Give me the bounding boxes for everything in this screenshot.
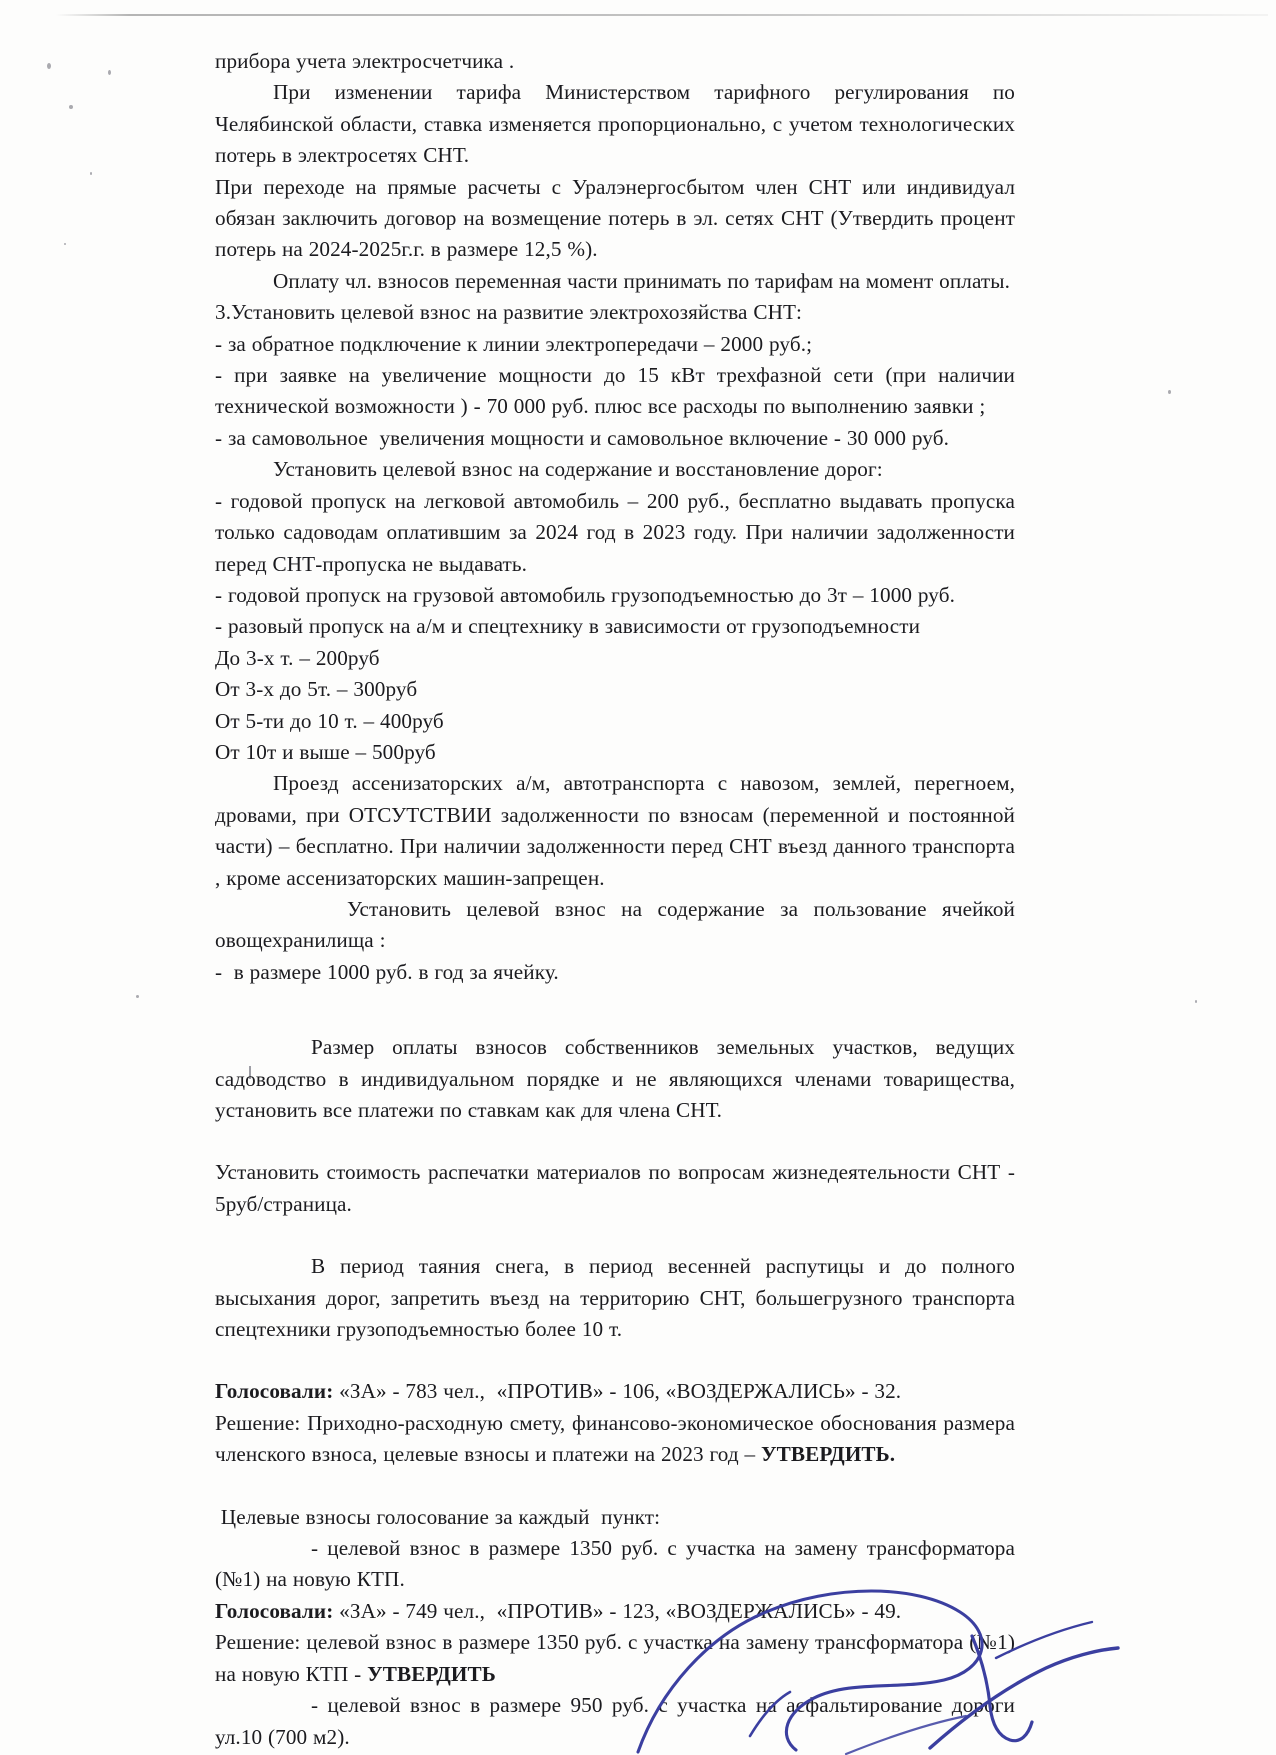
scan-speck (47, 63, 51, 69)
scan-edge-line (56, 14, 1268, 16)
document-paragraph: От 3-х до 5т. – 300руб (215, 677, 418, 702)
scan-speck (69, 105, 73, 109)
document-paragraph: Размер оплаты взносов собственников земельных участков, ведущих садоводство в индивидуальном порядке и не являющихся членами товарищества, установить все платежи по ставкам как для члена СНТ. (215, 1035, 1015, 1122)
body-text: Решение: Приходно-расходную смету, финансово-экономическое обоснования размера членского взноса, целевые взносы и платежи на 2023 год – (215, 1410, 1015, 1467)
emphasis-text: Голосовали: (215, 1598, 334, 1623)
document-paragraph: При изменении тарифа Министерством тарифного регулирования по Челябинской области, ставка изменяется пропорционально, с учетом технологических потерь в электросетях СНТ. (215, 80, 1015, 168)
body-text: «ЗА» - 749 чел., «ПРОТИВ» - 123, «ВОЗДЕРЖАЛИСЬ» - 49. (333, 1598, 902, 1623)
document-paragraph: - целевой взнос в размере 1350 руб. с участка на замену трансформатора (№1) на новую КТП. (215, 1536, 1015, 1592)
document-paragraph: Установить целевой взнос на содержание за пользование ячейкой овощехранилища : (215, 896, 1015, 953)
body-text: «ЗА» - 783 чел., «ПРОТИВ» - 106, «ВОЗДЕРЖАЛИСЬ» - 32. (333, 1379, 902, 1404)
document-paragraph: - в размере 1000 руб. в год за ячейку. (215, 959, 559, 984)
document-paragraph: - годовой пропуск на легковой автомобиль – 200 руб., бесплатно выдавать пропуска только садоводам оплатившим за 2024 год в 2023 году. При наличии задолженности перед СНТ-пропуска не выдавать. (215, 488, 1015, 576)
document-paragraph: прибора учета электросчетчика . (215, 49, 515, 73)
scan-speck (90, 172, 92, 175)
document-paragraph: - разовый пропуск на а/м и спецтехнику в зависимости от грузоподъемности (215, 614, 921, 639)
document-paragraph: - целевой взнос в размере 950 руб. с участка на асфальтирование дороги ул.10 (700 м2). (215, 1693, 1015, 1749)
document-paragraph (215, 1376, 1015, 1407)
document-paragraph: При переходе на прямые расчеты с Уралэнергосбытом член СНТ или индивидуал обязан заключить договор на возмещение потерь в эл. сетях СНТ (Утвердить процент потерь на 2024-2025г.г. в размере 12,5 %). (215, 174, 1015, 262)
document-paragraph: От 10т и выше – 500руб (215, 739, 436, 764)
document-paragraph: - годовой пропуск на грузовой автомобиль грузоподъемностью до 3т – 1000 руб. (215, 582, 955, 607)
paragraph-spacer (215, 1220, 1015, 1251)
document-paragraph (215, 1627, 1015, 1690)
scan-speck (136, 995, 139, 998)
document-paragraph (215, 1408, 1015, 1471)
document-paragraph: От 5-ти до 10 т. – 400руб (215, 708, 444, 733)
scan-speck (64, 243, 66, 245)
document-paragraph: Установить целевой взнос на содержание и восстановление дорог: (273, 457, 883, 482)
emphasis-text: УТВЕРДИТЬ. (761, 1442, 896, 1467)
document-paragraph: В период таяния снега, в период весенней распутицы и до полного высыхания дорог, запретить въезд на территорию СНТ, большегрузного транспорта спецтехники грузоподъемностью более 10 т. (215, 1254, 1015, 1342)
body-text: Решение: целевой взнос в размере 1350 руб. с участка на замену трансформатора (№1) на новую КТП - (215, 1630, 1015, 1686)
paragraph-spacer (215, 1471, 1015, 1502)
document-paragraph (215, 1596, 1015, 1627)
scan-speck (108, 70, 111, 75)
document-text-body (215, 46, 1015, 1753)
document-paragraph: Целевые взносы голосование за каждый пункт: (215, 1504, 661, 1529)
emphasis-text: УТВЕРДИТЬ (367, 1661, 496, 1686)
scan-speck (1195, 1000, 1197, 1003)
document-paragraph: - за самовольное увеличения мощности и самовольное включение - 30 000 руб. (215, 425, 949, 450)
paragraph-spacer (215, 988, 1015, 1032)
document-paragraph: Оплату чл. взносов переменная части принимать по тарифам на момент оплаты. (273, 268, 1011, 293)
emphasis-text: Голосовали: (215, 1379, 334, 1404)
document-paragraph: Установить стоимость распечатки материалов по вопросам жизнедеятельности СНТ - 5руб/страница. (215, 1160, 1015, 1216)
document-paragraph: - за обратное подключение к линии электропередачи – 2000 руб.; (215, 331, 813, 356)
document-paragraph: До 3-х т. – 200руб (215, 645, 380, 670)
document-paragraph: 3.Установить целевой взнос на развитие электрохозяйства СНТ: (215, 300, 803, 325)
paragraph-spacer (215, 1126, 1015, 1157)
document-paragraph: - при заявке на увеличение мощности до 15 кВт трехфазной сети (при наличии технической возможности ) - 70 000 руб. плюс все расходы по выполнению заявки ; (215, 363, 1015, 419)
document-paragraph: Проезд ассенизаторских а/м, автотранспорта с навозом, землей, перегноем, дровами, при ОТСУТСТВИИ задолженности по взносам (переменной и постоянной части) – бесплатно. При наличии задолженности перед СНТ въезд данного транспорта , кроме ассенизаторских машин-запрещен. (215, 771, 1015, 890)
paragraph-spacer (215, 1345, 1015, 1376)
scan-speck (1168, 390, 1171, 394)
